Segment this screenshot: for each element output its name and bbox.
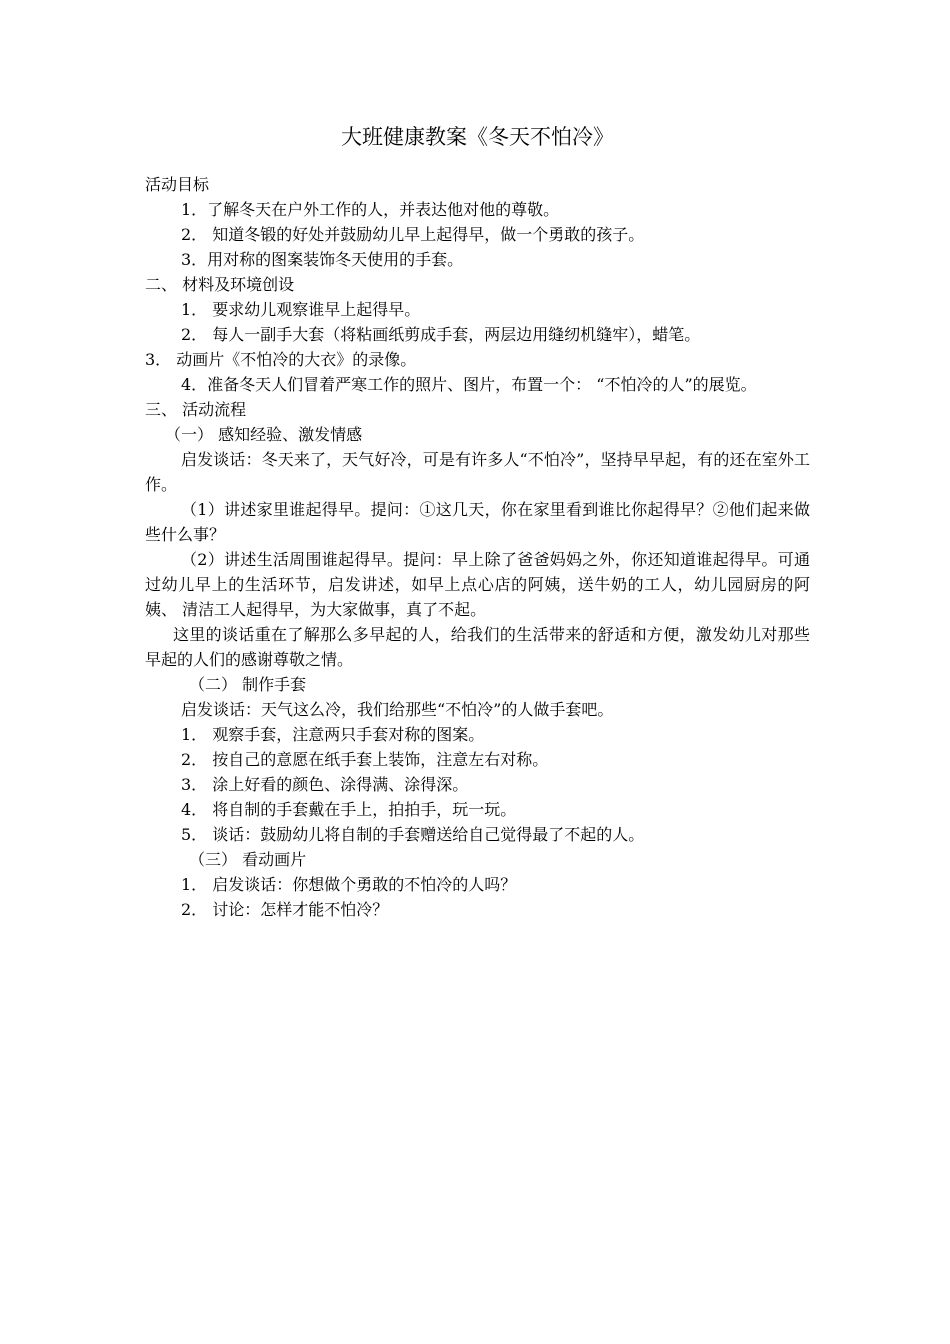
paragraph-line: （一） 感知经验、激发情感 <box>165 425 363 444</box>
paragraph-line: 2． 知道冬锻的好处并鼓励幼儿早上起得早，做一个勇敢的孩子。 <box>181 225 645 244</box>
document-body <box>145 172 810 922</box>
paragraph-line: 3．用对称的图案装饰冬天使用的手套。 <box>181 250 464 269</box>
paragraph-line: 4． 将自制的手套戴在手上，拍拍手，玩一玩。 <box>181 800 517 819</box>
paragraph-line: （1）讲述家里谁起得早。提问：①这几天，你在家里看到谁比你起得早？②他们起来做些什么事？ <box>145 500 810 544</box>
paragraph-line: 这里的谈话重在了解那么多早起的人，给我们的生活带来的舒适和方便，激发幼儿对那些早起的人们的感谢尊敬之情。 <box>145 625 810 669</box>
paragraph-line: 2． 每人一副手大套（将粘画纸剪成手套，两层边用缝纫机缝牢），蜡笔。 <box>181 325 701 344</box>
paragraph-line: （2）讲述生活周围谁起得早。提问：早上除了爸爸妈妈之外，你还知道谁起得早。可通过幼儿早上的生活环节，启发讲述，如早上点心店的阿姨，送牛奶的工人，幼儿园厨房的阿姨、 清洁工人起得早，为大家做事，真了不起。 <box>145 550 810 619</box>
paragraph-line: 5． 谈话：鼓励幼儿将自制的手套赠送给自己觉得最了不起的人。 <box>181 825 645 844</box>
paragraph-line: 3． 动画片《不怕冷的大衣》的录像。 <box>145 350 417 369</box>
paragraph-line: 1． 启发谈话：你想做个勇敢的不怕冷的人吗？ <box>181 875 517 894</box>
paragraph-line: 启发谈话：冬天来了，天气好冷，可是有许多人“不怕冷”，坚持早早起，有的还在室外工作。 <box>145 450 810 494</box>
paragraph-line: （二） 制作手套 <box>189 675 307 694</box>
paragraph-line: （三） 看动画片 <box>189 850 307 869</box>
paragraph-line: 4．准备冬天人们冒着严寒工作的照片、图片，布置一个： “不怕冷的人”的展览。 <box>181 375 757 394</box>
paragraph-line: 1． 观察手套，注意两只手套对称的图案。 <box>181 725 485 744</box>
paragraph-line: 2． 按自己的意愿在纸手套上装饰，注意左右对称。 <box>181 750 549 769</box>
page-title: 大班健康教案《冬天不怕冷》 <box>341 125 614 149</box>
paragraph-line: 活动目标 <box>145 175 210 194</box>
paragraph-line: 1． 要求幼儿观察谁早上起得早。 <box>181 300 421 319</box>
paragraph-line: 二、 材料及环境创设 <box>145 275 295 294</box>
paragraph-line: 三、 活动流程 <box>145 400 247 419</box>
paragraph-line: 3． 涂上好看的颜色、涂得满、涂得深。 <box>181 775 469 794</box>
paragraph-line: 1．了解冬天在户外工作的人，并表达他对他的尊敬。 <box>181 200 560 219</box>
document-page <box>145 120 810 922</box>
paragraph-line: 2． 讨论：怎样才能不怕冷？ <box>181 900 389 919</box>
paragraph-line: 启发谈话：天气这么冷，我们给那些“不怕冷”的人做手套吧。 <box>181 700 614 719</box>
